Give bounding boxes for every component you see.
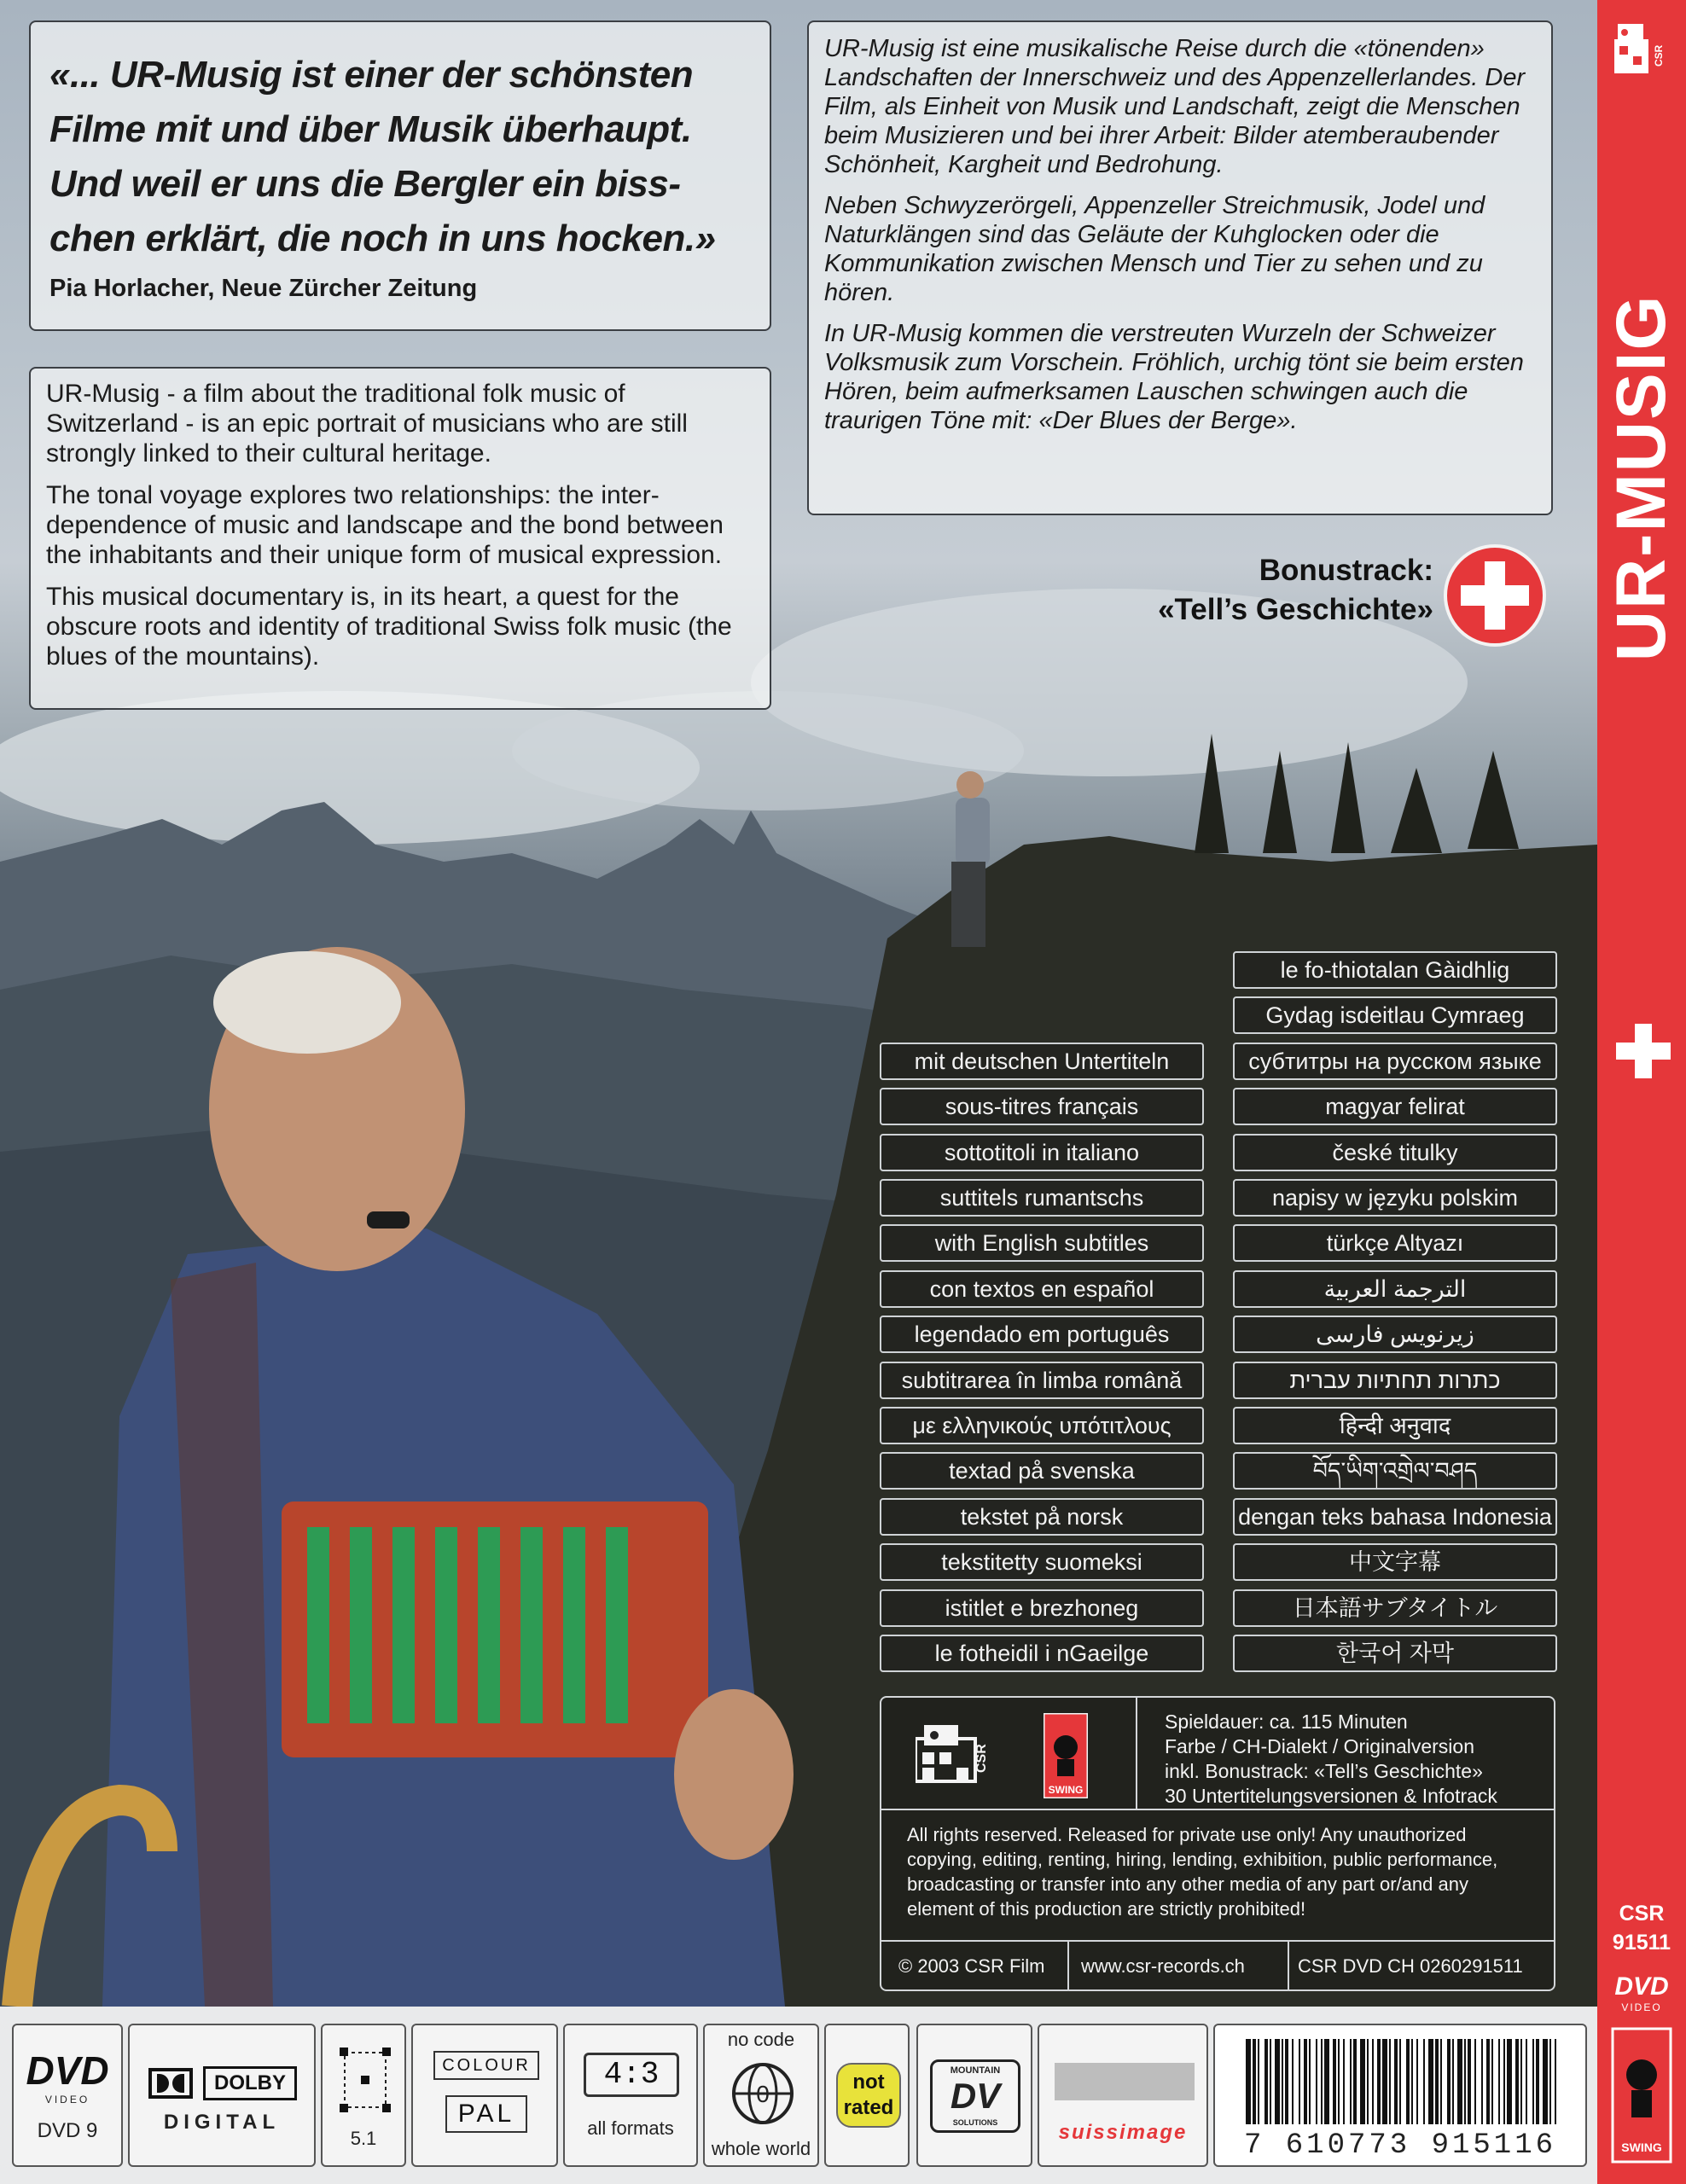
dv-text: DV — [950, 2076, 1001, 2116]
subtitle-language-item: tekstet på norsk — [880, 1498, 1204, 1536]
rating-text: not rated — [836, 2063, 901, 2128]
subtitle-language-item: mit deutschen Untertiteln — [880, 1043, 1204, 1080]
spine-title-text: UR-MUSIG — [1602, 293, 1680, 662]
spine-code-line: CSR — [1619, 1902, 1665, 1926]
subtitle-language-item: napisy w języku polskim — [1233, 1179, 1557, 1217]
swiss-cross-icon — [1442, 543, 1548, 648]
format-logo-strip — [0, 2007, 1597, 2184]
svg-text:0: 0 — [756, 2081, 770, 2107]
subtitle-language-item: tekstitetty suomeksi — [880, 1543, 1204, 1581]
subtitle-language-item: субтитры на русском языке — [1233, 1043, 1557, 1080]
subtitle-language-item: हिन्दी अनुवाद — [1233, 1407, 1557, 1444]
catalog-number: CSR DVD CH 0260291511 — [1298, 1955, 1523, 1977]
product-info-panel — [880, 1696, 1555, 1991]
subtitle-language-item: الترجمة العربية — [1233, 1270, 1557, 1308]
region-bottom-text: whole world — [711, 2138, 811, 2159]
bonus-track-title: «Tell’s Geschichte» — [1158, 593, 1433, 626]
divider — [1067, 1942, 1069, 1991]
mountain-dv-badge — [916, 2024, 1032, 2167]
subtitle-language-item: Gydag isdeitlau Cymraeg — [1233, 996, 1557, 1034]
subtitle-language-item: le fotheidil i nGaeilge — [880, 1635, 1204, 1672]
english-paragraph: UR-Musig - a film about the traditional folk music of Switzerland - is an epic portrait of musicians who are still strongly linked to their cultural heritage. — [46, 380, 688, 468]
info-top-section — [881, 1698, 1554, 1810]
csr-spine-logo-icon — [1613, 19, 1671, 90]
subtitle-language-item: magyar felirat — [1233, 1088, 1557, 1125]
speaker-layout-icon — [338, 2046, 392, 2114]
suissimage-bar — [1055, 2063, 1195, 2100]
spine-dvd-video: VIDEO — [1621, 2001, 1662, 2013]
bonus-track-heading: Bonustrack: — [1259, 554, 1433, 587]
bonus-track-label — [1015, 551, 1433, 630]
svg-text:SWING: SWING — [1048, 1784, 1084, 1796]
dvd9-badge — [12, 2024, 123, 2167]
subtitle-language-item: con textos en español — [880, 1270, 1204, 1308]
subtitle-language-item: subtitrarea în limba română — [880, 1362, 1204, 1399]
german-description-box — [807, 20, 1553, 515]
german-paragraph: In UR-Musig kommen die verstreuten Wurzeln der Schweizer Volksmusik zum Vorschein. Fröhlich, urchig tönt sie beim ersten Hören, beim aufmerksamen Lauschen schwingen auch die traurigen Töne mit: «Der Blues der Berge». — [824, 320, 1524, 434]
english-paragraph: This musical documentary is, in its heart, a quest for the obscure roots and identity of traditional Swiss folk music (the blues of the mountains). — [46, 583, 732, 671]
dolby-digital-badge — [128, 2024, 316, 2167]
spec-line: 30 Untertitelungsversionen & Infotrack — [1165, 1785, 1497, 1807]
subtitle-language-item: sottotitoli in italiano — [880, 1134, 1204, 1171]
dvd-logo-text: DVD — [26, 2048, 109, 2093]
divider — [1288, 1942, 1289, 1991]
spec-line: inkl. Bonustrack: «Tell’s Geschichte» — [1165, 1760, 1483, 1782]
region-top-text: no code — [727, 2029, 795, 2050]
subtitle-language-item: 한국어 자막 — [1233, 1635, 1557, 1672]
subtitle-language-item: suttitels rumantschs — [880, 1179, 1204, 1217]
german-paragraph: UR-Musig ist eine musikalische Reise durch die «tönenden» Landschaften der Innerschweiz und des Appenzellerlandes. Der Film, als Einheit von Musik und Landschaft, zeigt die Menschen beim Musizieren und bei ihrer Arbeit: Bilder atemberaubender Schönheit, Kargheit und Bedrohung. — [824, 35, 1526, 178]
press-quote-box — [29, 20, 771, 331]
digital-text: DIGITAL — [163, 2111, 281, 2134]
press-quote-author: Pia Horlacher, Neue Zürcher Zeitung — [49, 275, 478, 302]
english-description-box — [29, 367, 771, 710]
subtitle-language-item: زيرنويس فارسی — [1233, 1316, 1557, 1353]
csr-logo-icon — [916, 1722, 1009, 1795]
svg-text:CSR: CSR — [974, 1744, 989, 1773]
subtitle-language-item: istitlet e brezhoneg — [880, 1589, 1204, 1627]
suissimage-badge — [1038, 2024, 1208, 2167]
website-link[interactable]: www.csr-records.ch — [1081, 1955, 1245, 1977]
dolby-text: DOLBY — [203, 2066, 297, 2100]
mountain-dv-logo — [930, 2059, 1020, 2133]
dvd-video-text: VIDEO — [44, 2094, 90, 2106]
subtitle-language-item: 中文字幕 — [1233, 1543, 1557, 1581]
mountain-text: MOUNTAIN — [950, 2065, 1001, 2076]
subtitle-language-item: sous-titres français — [880, 1088, 1204, 1125]
colour-text: COLOUR — [433, 2051, 539, 2080]
spec-line: Spieldauer: ca. 115 Minuten — [1165, 1711, 1408, 1733]
subtitle-language-item: 日本語サブタイトル — [1233, 1589, 1557, 1627]
spine-code-line: 91511 — [1612, 1931, 1671, 1955]
surround-badge — [321, 2024, 406, 2167]
runtime-specs — [1165, 1710, 1497, 1809]
swing-logo-icon — [1044, 1713, 1088, 1798]
pal-text: PAL — [445, 2095, 527, 2133]
rating-badge — [824, 2024, 910, 2167]
svg-text:CSR: CSR — [1653, 44, 1665, 67]
aspect-text: 4:3 — [584, 2053, 679, 2097]
spine-dvd-logo: DVD — [1614, 1972, 1669, 2001]
aspect-subtext: all formats — [587, 2117, 674, 2139]
surround-text: 5.1 — [350, 2128, 377, 2149]
subtitle-language-item: dengan teks bahasa Indonesia — [1233, 1498, 1557, 1536]
copyright-notice: All rights reserved. Released for private use only! Any unauthorized copying, editing, renting, hiring, lending, exhibition, public performance, broadcasting or transfer into any other media of any part or/and any element of this production are strictly prohibited! — [907, 1824, 1498, 1920]
press-quote-text: «... UR-Musig ist einer der schönsten Filme mit und über Musik überhaupt. Und weil er uns die Bergler ein biss-chen erklärt, die noch in uns hocken.» — [49, 54, 716, 259]
dolby-icon — [148, 2068, 193, 2099]
spine-title — [1597, 256, 1686, 700]
globe-icon — [729, 2059, 797, 2128]
swing-spine-logo-icon — [1611, 2027, 1672, 2164]
barcode-badge — [1213, 2024, 1587, 2167]
subtitle-language-item: české titulky — [1233, 1134, 1557, 1171]
barcode-icon — [1246, 2039, 1561, 2124]
subtitle-language-item: བོད་ཡིག་འགྲེལ་བཤད — [1233, 1452, 1557, 1490]
label-logos — [881, 1698, 1137, 1810]
dvd-type: DVD 9 — [37, 2119, 98, 2142]
aspect-ratio-badge — [563, 2024, 698, 2167]
barcode-number: 7 610773 915116 — [1243, 2129, 1557, 2162]
subtitle-language-item: כתרות תחתיות עברית — [1233, 1362, 1557, 1399]
copyright-year: © 2003 CSR Film — [898, 1955, 1045, 1977]
info-footer — [881, 1940, 1554, 1991]
suissimage-text: suissimage — [1058, 2121, 1188, 2144]
subtitle-language-item: with English subtitles — [880, 1224, 1204, 1262]
subtitle-language-item: legendado em português — [880, 1316, 1204, 1353]
solutions-text: SOLUTIONS — [952, 2118, 998, 2127]
spec-line: Farbe / CH-Dialekt / Originalversion — [1165, 1735, 1475, 1757]
spine-swiss-cross-icon — [1616, 1024, 1671, 1078]
german-paragraph: Neben Schwyzerörgeli, Appenzeller Streichmusik, Jodel und Naturklängen sind das Geläute der Kuhglocken oder die Kommunikation zwischen Mensch und Tier zu sehen und zu hören. — [824, 192, 1485, 306]
spine-catalog-code — [1597, 1899, 1686, 1957]
svg-text:SWING: SWING — [1621, 2140, 1662, 2154]
subtitle-language-item: textad på svenska — [880, 1452, 1204, 1490]
colour-pal-badge — [411, 2024, 558, 2167]
subtitle-language-item: με ελληνικούς υπότιτλους — [880, 1407, 1204, 1444]
subtitle-language-item: le fo-thiotalan Gàidhlig — [1233, 951, 1557, 989]
region-code-badge — [703, 2024, 819, 2167]
subtitle-language-item: türkçe Altyazı — [1233, 1224, 1557, 1262]
english-paragraph: The tonal voyage explores two relationships: the inter-dependence of music and landscape and the bond between the inhabitants and their unique form of musical expression. — [46, 481, 724, 569]
